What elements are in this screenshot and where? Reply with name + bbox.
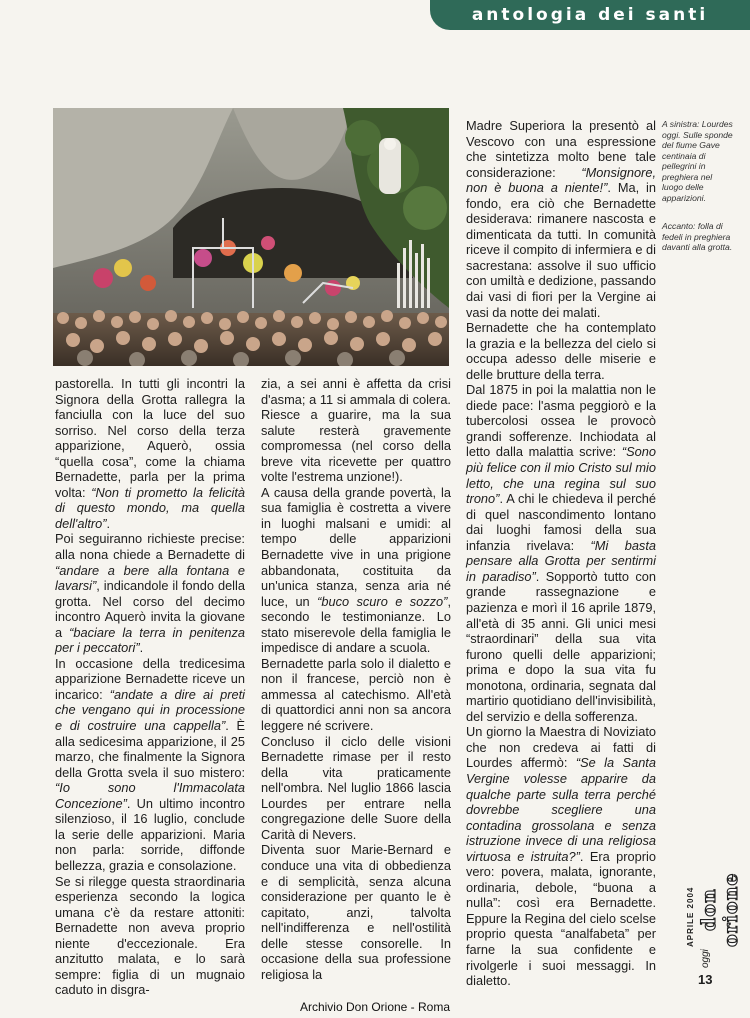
quote: “Non ti prometto la felicità di questo mondo, ma quella dell'altro” — [55, 484, 245, 531]
magazine-logo: don orione — [698, 872, 742, 948]
quote: “Mi basta pensare alla Grotta per sentirmi in paradiso” — [466, 537, 657, 584]
article-column-3 — [466, 118, 656, 989]
quote: “Io sono l'Immacolata Concezione” — [55, 780, 245, 811]
grotto-photo-illustration — [53, 108, 449, 366]
paragraph: Bernadette che ha contemplato la grazia e la bellezza del cielo si occupa adesso delle miserie e delle brutture della terra. — [466, 320, 656, 382]
paragraph: Dal 1875 in poi la malattia non le diede pace: l'asma peggiorò e la tubercolosi ossea le provocò grandi sofferenze. Inchiodata al letto dalla malattia scrive: “Sono più felice con il mio Cristo sul mio letto, che una regina sul suo trono”. A chi le chiedeva il perché di quel nascondimento lontano dai luoghi famosi della sua infanzia rivelava: “Mi basta pensare alla Grotta per sentirmi in paradiso”. Sopportò tutto con grande rassegnazione e pazienza e morì il 16 aprile 1879, all'età di 35 anni. Gli unici mesi “straordinari” della sua vita furono quelli delle apparizioni; prima e dopo la sua vita fu monotona, ordinaria, segnata dal martirio quotidiano dell'invisibilità, del servizio e della sofferenza. — [466, 382, 657, 724]
photo-caption-near: Accanto: folla di fedeli in preghiera davanti alla grotta. — [662, 221, 733, 252]
archive-footer: Archivio Don Orione - Roma — [299, 1000, 451, 1014]
paragraph: Bernadette parla solo il dialetto e non il francese, perciò non è ammessa al catechismo. All'età di quattordici anni non sa ancora leggere né scrivere. — [261, 655, 451, 734]
paragraph: zia, a sei anni è affetta da crisi d'asma; a 11 si ammala di colera. Riesce a guarire, ma la sua salute resterà gravemente compromessa (nel corso della breve vita ricevette per quattro volte l'estrema unzione!). — [261, 376, 451, 485]
paragraph: Diventa suor Marie-Bernard e conduce una vita di obbedienza e di semplicità, senza alcuna considerazione per quanto le è capitato, anzi, talvolta nell'indifferenza e nell'ostilità delle stesse consorelle. In occasione della sua professione religiosa la — [261, 842, 451, 982]
paragraph: Un giorno la Maestra di Noviziato che non credeva ai fatti di Lourdes affermò: “Se la Santa Vergine volesse apparire da qualche parte sulla terra perché dovrebbe scegliere una contadina grossolana e senza istruzione invece di una religiosa virtuosa e istruita?”. Era proprio vero: povera, malata, ignorante, ordinaria, debole, “buona a nulla”: così era Bernadette. Eppure la Regina del cielo scelse proprio questa “analfabeta” per farne la sua confidente e rivolgerle i suoi messaggi. In dialetto. — [466, 724, 656, 989]
paragraph: Madre Superiora la presentò al Vescovo con una espressione che sintetizza molto bene tale considerazione: “Monsignore, non è buona a niente!”. Ma, in fondo, era ciò che Bernadette desiderava: rimanere nascosta e dimenticata da tutti. In comunità riceve il compito di infermiera e di sacrestana: assolve il suo ufficio con umiltà e dedizione, passando dai vasi di fiori per la Vergine ai vasi da notte dei malati. — [466, 118, 657, 320]
quote: “andare a bere alla fontana e lavarsi” — [55, 562, 245, 594]
quote: “baciare la terra in penitenza per i peccatori” — [55, 624, 245, 656]
article-column-2 — [261, 376, 451, 982]
quote: “Monsignore, non è buona a niente!” — [466, 164, 656, 196]
grotto-photo — [53, 108, 449, 366]
magazine-logo-sub: oggi — [700, 949, 711, 968]
paragraph: pastorella. In tutti gli incontri la Signora della Grotta rallegra la fanciulla con la luce del suo sorriso. Nel corso della terza apparizione, Aquerò, ossia “quella cosa”, come la chiama Bernadette, parla per la prima volta: “Non ti prometto la felicità di questo mondo, ma quella dell'altro”. — [55, 376, 245, 531]
paragraph: Se si rilegge questa straordinaria esperienza secondo la logica umana c'è da restare attoniti: Bernadette non aveva proprio niente d'eccezionale. Era anzitutto malata, e lo sarà sempre: figlia di un mugnaio caduto in disgra- — [55, 873, 245, 998]
photo-caption-left: A sinistra: Lourdes oggi. Sulle sponde del fiume Gave centinaia di pellegrini in preghiera nel luogo delle apparizioni. — [662, 119, 733, 203]
section-header — [430, 0, 750, 30]
article-column-1 — [55, 376, 245, 998]
page-number: 13 — [698, 972, 713, 987]
quote: “Sono più felice con il mio Cristo sul mio letto, che una regina sul suo trono” — [466, 444, 656, 507]
paragraph: Concluso il ciclo delle visioni Bernadette rimase per il resto della vita praticamente nell'ombra. Nel luglio 1866 lascia Lourdes per entrare nella congregazione delle Suore della Carità di Nevers. — [261, 733, 451, 842]
section-title: antologia dei santi — [471, 5, 709, 25]
paragraph: In occasione della tredicesima apparizione Bernadette riceve un incarico: “andate a dire ai preti che vengano qui in processione e di costruire una cappella”. È alla sedicesima apparizione, il 25 marzo, che finalmente la Signora della Grotta svela il suo mistero: “Io sono l'Immacolata Concezione”. Un ultimo incontro silenzioso, il 16 luglio, conclude la serie delle apparizioni. Maria non parla: sorride, diffonde bellezza, grazia e consolazione. — [55, 655, 245, 873]
quote: “andate a dire ai preti che vengano qui in processione e di costruire una cappella” — [55, 686, 245, 734]
quote: “Se la Santa Vergine volesse apparire da qualche parte sulla terra perché dovrebbe scegliere una contadina grossolana e senza istruzione invece di una religiosa virtuosa e istruita?” — [466, 755, 656, 864]
magazine-issue-date: APRILE 2004 — [686, 886, 695, 948]
quote: “buco scuro e sozzo” — [317, 593, 448, 609]
paragraph: A causa della grande povertà, la sua famiglia è costretta a vivere in luoghi malsani e umidi: al tempo delle apparizioni Bernadette vive in una prigione abbandonata, costituita da un'unica stanza, senza aria né luce, un “buco scuro e sozzo”, secondo le testimonianze. Lo stato miserevole della famiglia le impedisce di andare a scuola. — [261, 484, 451, 656]
paragraph: Poi seguiranno richieste precise: alla nona chiede a Bernadette di “andare a bere alla fontana e lavarsi”, indicandole il fondo della grotta. Nel corso del decimo incontro Aquerò invita la giovane a “baciare la terra in penitenza per i peccatori”. — [55, 531, 245, 656]
